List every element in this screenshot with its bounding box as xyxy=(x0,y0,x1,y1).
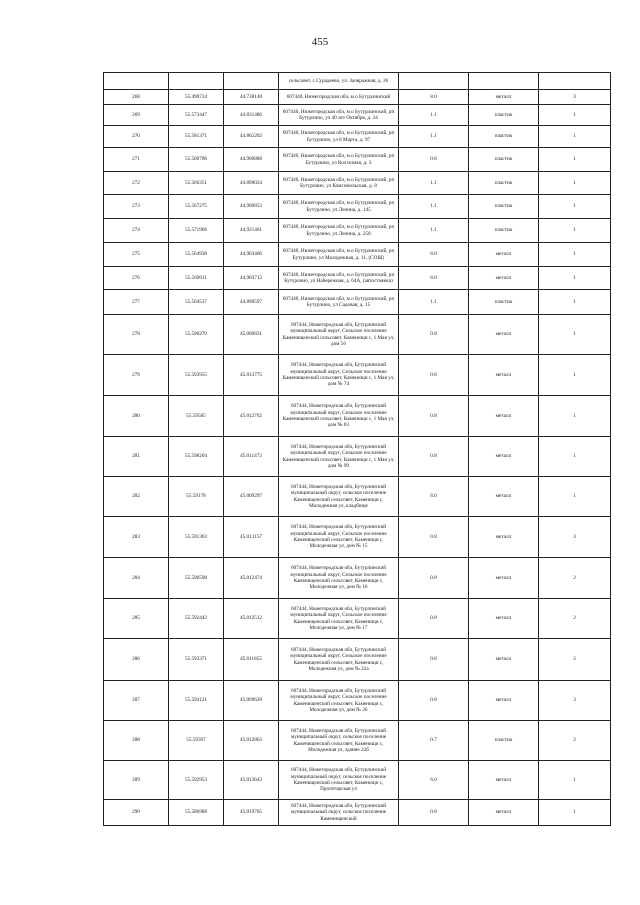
latitude-cell: 55.594121 xyxy=(169,681,224,721)
material-cell: металл xyxy=(469,681,539,721)
longitude-cell: 44.921461 xyxy=(224,219,279,243)
table-row xyxy=(104,761,611,800)
material-cell: пластик xyxy=(469,105,539,126)
area-cell: 1.1 xyxy=(399,219,469,243)
row-number-cell: 279 xyxy=(104,355,169,396)
address-cell: 607444, Нижегородская обл, Бутурлинский муниципальный округ, Сельское поселение Каменищенский сельсовет, Каменищи с, Молодежная ул, дом № 17 xyxy=(279,599,399,639)
table-row xyxy=(104,681,611,721)
longitude-cell: 44.903712 xyxy=(224,267,279,290)
latitude-cell: 55.59397 xyxy=(169,721,224,761)
area-cell: 0.8 xyxy=(399,315,469,355)
longitude-cell: 45.012762 xyxy=(224,396,279,437)
address-cell: 607440, Нижегородская обл, м.о Бутурлинский, рп Бутурлино, ул 40 лет Октября, д. 24 xyxy=(279,105,399,126)
longitude-cell: 45.012512 xyxy=(224,599,279,639)
area-cell: 0.7 xyxy=(399,721,469,761)
material-cell: металл xyxy=(469,396,539,437)
latitude-cell: 55.567275 xyxy=(169,195,224,219)
address-cell: 607444, Нижегородская обл, Бутурлинский муниципальный округ, Сельское поселение Каменищенский сельсовет, Каменищи с, Молодежная ул, дом № 15 xyxy=(279,517,399,558)
container-count-cell: 2 xyxy=(539,599,611,639)
table-row xyxy=(104,148,611,172)
table-row xyxy=(104,315,611,355)
material-cell: металл xyxy=(469,355,539,396)
container-count-cell: 1 xyxy=(539,761,611,800)
address-cell: 607444, Нижегородская обл, Бутурлинский муниципальный округ, сельское поселение Каменищенский xyxy=(279,800,399,826)
longitude-cell: 44.903466 xyxy=(224,243,279,267)
material-cell: пластик xyxy=(469,195,539,219)
longitude-cell: 45.013643 xyxy=(224,761,279,800)
longitude-cell: 45.013775 xyxy=(224,355,279,396)
container-count-cell: 1 xyxy=(539,800,611,826)
row-number-cell: 273 xyxy=(104,195,169,219)
material-cell xyxy=(469,73,539,90)
table-row xyxy=(104,219,611,243)
material-cell: металл xyxy=(469,639,539,681)
address-cell: 607444, Нижегородская обл, Бутурлинский муниципальный округ, Сельское поселение Каменищенский сельсовет, Каменищи с, Молодежная ул, дом № 22а xyxy=(279,639,399,681)
longitude-cell: 44.890597 xyxy=(224,290,279,315)
material-cell: металл xyxy=(469,267,539,290)
container-count-cell: 1 xyxy=(539,437,611,477)
row-number-cell: 283 xyxy=(104,517,169,558)
latitude-cell: 55.573447 xyxy=(169,105,224,126)
latitude-cell: 55.59585 xyxy=(169,396,224,437)
longitude-cell: 45.013157 xyxy=(224,517,279,558)
material-cell: металл xyxy=(469,599,539,639)
container-count-cell: 1 xyxy=(539,355,611,396)
address-cell: 607440, Нижегородская обл, м.о Бутурлинский, рп Бутурлино, ул Молодежная, д. 11, (СОШ) xyxy=(279,243,399,267)
table-row xyxy=(104,267,611,290)
address-cell: 607440, Нижегородская обл, м.о Бутурлинский, рп Бутурлино, ул Ленина, д. 145 xyxy=(279,195,399,219)
latitude-cell: 55.564537 xyxy=(169,290,224,315)
latitude-cell xyxy=(169,73,224,90)
area-cell: 1.1 xyxy=(399,195,469,219)
material-cell: пластик xyxy=(469,172,539,195)
longitude-cell: 45.009297 xyxy=(224,477,279,517)
latitude-cell: 55.59178 xyxy=(169,477,224,517)
row-number-cell: 288 xyxy=(104,721,169,761)
address-cell: 607444, Нижегородская обл, Бутурлинский муниципальный округ, Сельское поселение Каменищенский сельсовет, Каменищи с, 1 Мая ул, дом № 99 xyxy=(279,437,399,477)
table-row xyxy=(104,105,611,126)
latitude-cell: 55.564938 xyxy=(169,243,224,267)
row-number-cell: 284 xyxy=(104,558,169,599)
row-number-cell: 278 xyxy=(104,315,169,355)
area-cell: 0.8 xyxy=(399,681,469,721)
address-cell: 607444, Нижегородская обл, Бутурлинский муниципальный округ, Сельское поселение Каменищенский сельсовет, Каменищи с, 1 Мая ул, дом 56 xyxy=(279,315,399,355)
latitude-cell: 55.581371 xyxy=(169,126,224,148)
material-cell: металл xyxy=(469,315,539,355)
row-number-cell: 280 xyxy=(104,396,169,437)
container-count-cell: 1 xyxy=(539,195,611,219)
table-row xyxy=(104,517,611,558)
area-cell: 8.0 xyxy=(399,267,469,290)
area-cell: 0.8 xyxy=(399,396,469,437)
longitude-cell: 44.831486 xyxy=(224,105,279,126)
address-cell: 607440, Нижегородская обл, м.о Бутурлинский, рп Бутурлино, ул Ленина, д. 258 xyxy=(279,219,399,243)
address-cell: 607444, Нижегородская обл, Бутурлинский муниципальный округ, сельское поселение Каменищенский сельсовет, Каменищи с, Молодежная ул, кладбище xyxy=(279,477,399,517)
table-body xyxy=(104,73,611,826)
material-cell: металл xyxy=(469,437,539,477)
longitude-cell: 45.009831 xyxy=(224,315,279,355)
row-number-cell: 268 xyxy=(104,90,169,105)
longitude-cell: 45.019765 xyxy=(224,800,279,826)
container-count-cell: 2 xyxy=(539,558,611,599)
longitude-cell: 45.011472 xyxy=(224,437,279,477)
material-cell: пластик xyxy=(469,148,539,172)
area-cell: 0.8 xyxy=(399,558,469,599)
longitude-cell: 44.890024 xyxy=(224,172,279,195)
table-row xyxy=(104,73,611,90)
latitude-cell: 55.560786 xyxy=(169,148,224,172)
area-cell: 1.1 xyxy=(399,126,469,148)
page-number: 455 xyxy=(311,36,329,48)
area-cell: 1.1 xyxy=(399,290,469,315)
area-cell: 0.8 xyxy=(399,437,469,477)
address-cell: 607440, Нижегородская обл, м.о Бутурлинский, рп Бутурлино, ул Комсомольская, д. 8 xyxy=(279,172,399,195)
longitude-cell: 45.012863 xyxy=(224,721,279,761)
longitude-cell: 44.909853 xyxy=(224,195,279,219)
table-row xyxy=(104,599,611,639)
latitude-cell: 55.590270 xyxy=(169,315,224,355)
row-number-cell: 282 xyxy=(104,477,169,517)
container-count-cell: 1 xyxy=(539,126,611,148)
longitude-cell: 45.012474 xyxy=(224,558,279,599)
material-cell: металл xyxy=(469,243,539,267)
row-number-cell: 285 xyxy=(104,599,169,639)
address-cell: 607440, Нижегородская обл, м.о Бутурлинский, рп Бутурлино, ул Набережная, д. 64А, (автостоянка) xyxy=(279,267,399,290)
table-row xyxy=(104,477,611,517)
container-count-cell: 3 xyxy=(539,517,611,558)
latitude-cell: 55.586988 xyxy=(169,800,224,826)
table-row xyxy=(104,90,611,105)
table-row xyxy=(104,172,611,195)
container-count-cell xyxy=(539,73,611,90)
longitude-cell: 45.009628 xyxy=(224,681,279,721)
address-cell: 607444, Нижегородская обл, Бутурлинский муниципальный округ, Сельское поселение Каменищенский сельсовет, Каменищи с, Молодежная ул, дом № 26 xyxy=(279,681,399,721)
row-number-cell: 270 xyxy=(104,126,169,148)
material-cell: пластик xyxy=(469,290,539,315)
container-count-cell: 1 xyxy=(539,243,611,267)
container-count-cell: 1 xyxy=(539,105,611,126)
container-count-cell: 1 xyxy=(539,148,611,172)
area-cell: 6.0 xyxy=(399,761,469,800)
area-cell: 8.0 xyxy=(399,90,469,105)
latitude-cell: 55.592953 xyxy=(169,761,224,800)
latitude-cell: 55.490724 xyxy=(169,90,224,105)
row-number-cell: 287 xyxy=(104,681,169,721)
address-cell: 607440, Нижегородская обл, м.о Бутурлинский, рп Бутурлино, ул 8 Марта, д. 97 xyxy=(279,126,399,148)
longitude-cell: 44.900888 xyxy=(224,148,279,172)
area-cell: 0.8 xyxy=(399,517,469,558)
table-row xyxy=(104,355,611,396)
area-cell: 8.0 xyxy=(399,477,469,517)
container-count-cell: 1 xyxy=(539,290,611,315)
table-row xyxy=(104,243,611,267)
container-count-cell: 1 xyxy=(539,315,611,355)
area-cell: 8.0 xyxy=(399,243,469,267)
container-count-cell: 2 xyxy=(539,721,611,761)
row-number-cell: 269 xyxy=(104,105,169,126)
table-row xyxy=(104,558,611,599)
container-count-cell: 1 xyxy=(539,477,611,517)
table-row xyxy=(104,639,611,681)
container-count-cell: 2 xyxy=(539,639,611,681)
address-cell: 607440, Нижегородская обл, м.о Бутурлинский, рп Бутурлино, ул Колхозная, д. 3 xyxy=(279,148,399,172)
latitude-cell: 55.569011 xyxy=(169,267,224,290)
longitude-cell xyxy=(224,73,279,90)
row-number-cell xyxy=(104,73,169,90)
longitude-cell: 44.862202 xyxy=(224,126,279,148)
container-count-cell: 1 xyxy=(539,396,611,437)
latitude-cell: 55.593371 xyxy=(169,639,224,681)
material-cell: пластик xyxy=(469,219,539,243)
latitude-cell: 55.592442 xyxy=(169,599,224,639)
latitude-cell: 55.571966 xyxy=(169,219,224,243)
material-cell: металл xyxy=(469,90,539,105)
row-number-cell: 276 xyxy=(104,267,169,290)
container-count-cell: 3 xyxy=(539,681,611,721)
area-cell: 0.8 xyxy=(399,639,469,681)
longitude-cell: 44.738148 xyxy=(224,90,279,105)
address-cell: 607444, Нижегородская обл, Бутурлинский муниципальный округ, Сельское поселение Каменищенский сельсовет, Каменищи с, Молодежная ул, дом № 16 xyxy=(279,558,399,599)
area-cell: 0.8 xyxy=(399,599,469,639)
row-number-cell: 289 xyxy=(104,761,169,800)
material-cell: металл xyxy=(469,517,539,558)
material-cell: металл xyxy=(469,761,539,800)
address-cell: 607444, Нижегородская обл, Бутурлинский муниципальный округ, сельское поселение Каменищенский сельсовет, Каменищи с, Молодежная ул, здание 22б xyxy=(279,721,399,761)
container-sites-table xyxy=(103,72,611,826)
material-cell: металл xyxy=(469,477,539,517)
table-row xyxy=(104,396,611,437)
container-count-cell: 3 xyxy=(539,90,611,105)
table-row xyxy=(104,721,611,761)
container-count-cell: 1 xyxy=(539,172,611,195)
address-cell: 607444, Нижегородская обл, Бутурлинский муниципальный округ, сельское поселение Каменищенский сельсовет, Каменищи с, Пролетарская ул xyxy=(279,761,399,800)
table-row xyxy=(104,800,611,826)
table-row xyxy=(104,195,611,219)
address-cell: 607444, Нижегородская обл, Бутурлинский муниципальный округ, Сельское поселение Каменищенский сельсовет, Каменищи с, 1 Мая ул, дом № 83 xyxy=(279,396,399,437)
area-cell xyxy=(399,73,469,90)
row-number-cell: 275 xyxy=(104,243,169,267)
material-cell: металл xyxy=(469,800,539,826)
row-number-cell: 290 xyxy=(104,800,169,826)
area-cell: 0.8 xyxy=(399,355,469,396)
row-number-cell: 277 xyxy=(104,290,169,315)
row-number-cell: 286 xyxy=(104,639,169,681)
latitude-cell: 55.591363 xyxy=(169,517,224,558)
latitude-cell: 55.566351 xyxy=(169,172,224,195)
row-number-cell: 272 xyxy=(104,172,169,195)
area-cell: 0.8 xyxy=(399,148,469,172)
latitude-cell: 55.590598 xyxy=(169,558,224,599)
area-cell: 0.8 xyxy=(399,800,469,826)
row-number-cell: 281 xyxy=(104,437,169,477)
row-number-cell: 274 xyxy=(104,219,169,243)
address-cell: сельсовет, с.Сурадеево, ул. Заовражная, д. 36 xyxy=(279,73,399,90)
latitude-cell: 55.593955 xyxy=(169,355,224,396)
container-count-cell: 1 xyxy=(539,267,611,290)
material-cell: пластик xyxy=(469,126,539,148)
material-cell: металл xyxy=(469,558,539,599)
area-cell: 1.1 xyxy=(399,105,469,126)
container-count-cell: 1 xyxy=(539,219,611,243)
table-row xyxy=(104,437,611,477)
address-cell: 607440, Нижегородская обл, м.о Бутурлинский, рп Бутурлино, ул Садовая, д. 15 xyxy=(279,290,399,315)
table-row xyxy=(104,126,611,148)
area-cell: 1.1 xyxy=(399,172,469,195)
address-cell: 607440, Нижегородская обл, м.о Бутурлинский xyxy=(279,90,399,105)
address-cell: 607444, Нижегородская обл, Бутурлинский муниципальный округ, Сельское поселение Каменищенский сельсовет, Каменищи с, 1 Мая ул, дом № 74 xyxy=(279,355,399,396)
table-row xyxy=(104,290,611,315)
material-cell: пластик xyxy=(469,721,539,761)
latitude-cell: 55.598204 xyxy=(169,437,224,477)
row-number-cell: 271 xyxy=(104,148,169,172)
longitude-cell: 45.011855 xyxy=(224,639,279,681)
